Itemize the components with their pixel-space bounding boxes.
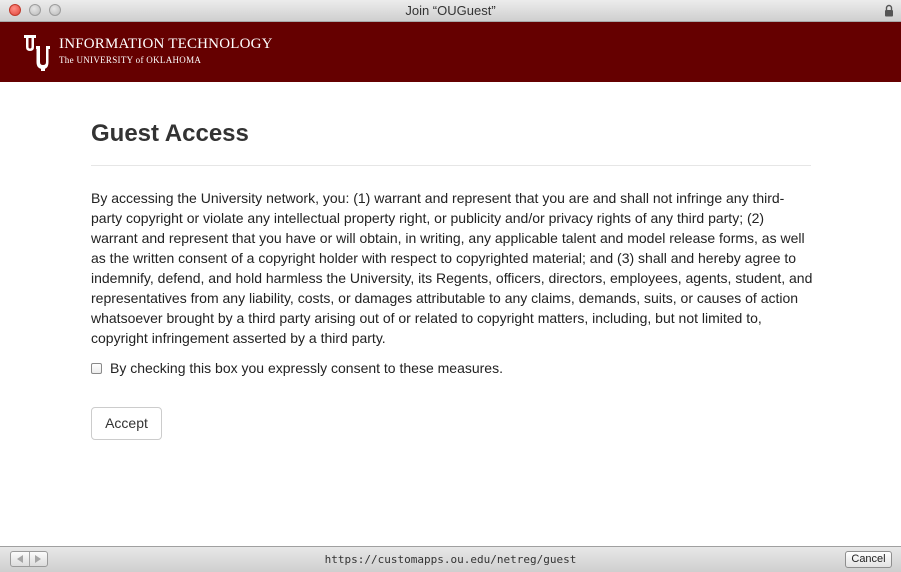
status-bar (0, 546, 901, 572)
window-title: Join “OUGuest” (405, 3, 496, 18)
brand-subtitle: The UNIVERSITY of OKLAHOMA (59, 55, 202, 65)
consent-row[interactable] (91, 358, 503, 378)
consent-label[interactable]: By checking this box you expressly consent to these measures. (110, 360, 503, 376)
cancel-button[interactable]: Cancel (845, 551, 892, 568)
window-titlebar (0, 0, 901, 22)
accept-button[interactable]: Accept (91, 407, 162, 440)
header-banner (0, 22, 901, 82)
lock-icon (884, 4, 894, 17)
divider (91, 165, 811, 166)
ou-logo-icon (22, 32, 52, 72)
page-title: Guest Access (91, 120, 249, 147)
terms-paragraph: By accessing the University network, you: (1) warrant and represent that you are and shall not infringe any third-party copyright or violate any intellectual property right, or publicity and/or privacy rights of any third party; (2) warrant and represent that you have or will obtain, in writing, any applicable talent and model release forms, as well as the written consent of a copyright holder with respect to copyrighted material; and (3) shall and hereby agree to indemnify, defend, and hold harmless the University, its Regents, officers, directors, employees, agents, student, and representatives from any liability, costs, or damages attributable to any claims, demands, suits, or causes of action whatsoever brought by a third party arising out of or related to copyright matters, including, but not limited to, copyright infringement asserted by a third party. (91, 190, 813, 346)
brand-title: INFORMATION TECHNOLOGY (59, 36, 273, 52)
url-display: https://customapps.ou.edu/netreg/guest (324, 553, 577, 566)
consent-checkbox[interactable] (91, 363, 102, 374)
